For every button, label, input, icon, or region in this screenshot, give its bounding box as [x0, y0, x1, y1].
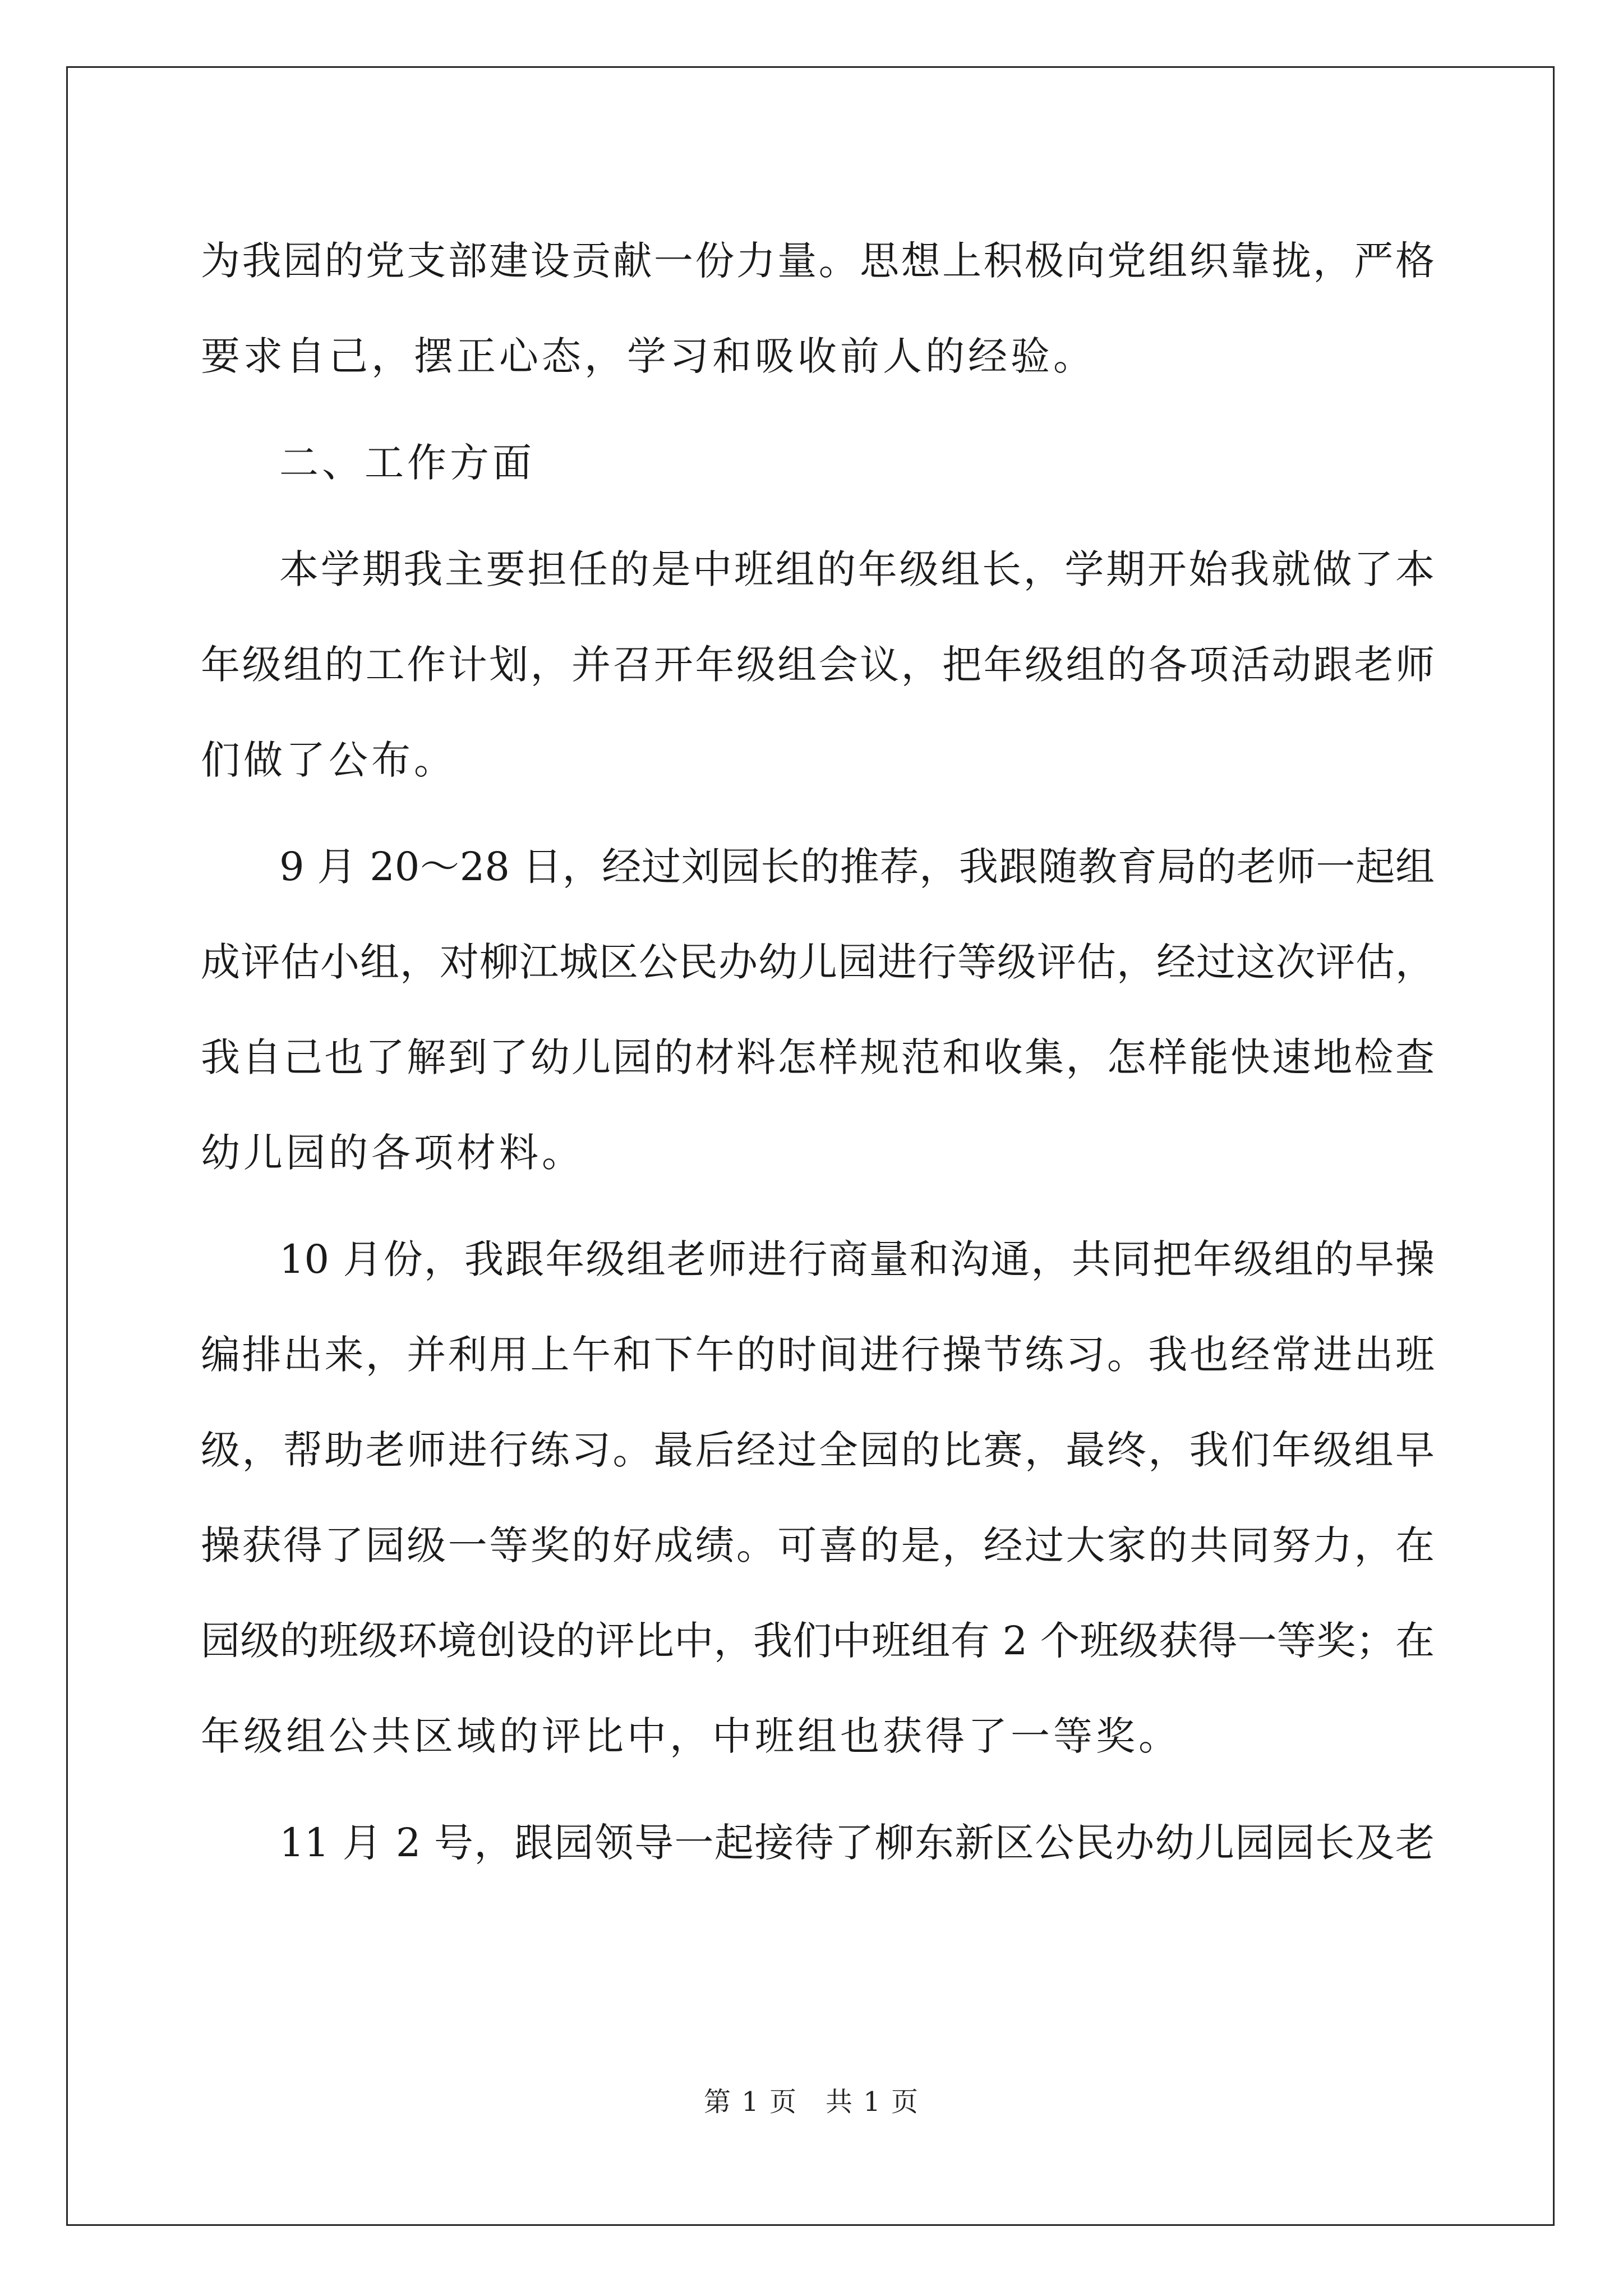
- paragraph-line: 年级组的工作计划，并召开年级组会议，把年级组的各项活动跟老师: [201, 642, 1435, 688]
- paragraph-line: 年级组公共区域的评比中，中班组也获得了一等奖。: [201, 1713, 1181, 1759]
- paragraph-line: 要求自己，摆正心态，学习和吸收前人的经验。: [201, 333, 1096, 379]
- paragraph-line: 编排出来，并利用上午和下午的时间进行操节练习。我也经常进出班: [201, 1332, 1435, 1378]
- paragraph-line: 10 月份，我跟年级组老师进行商量和沟通，共同把年级组的早操: [279, 1236, 1435, 1282]
- paragraph-line: 9 月 20～28 日，经过刘园长的推荐，我跟随教育局的老师一起组: [279, 844, 1435, 890]
- paragraph-line: 幼儿园的各项材料。: [201, 1130, 584, 1176]
- paragraph-line: 们做了公布。: [201, 737, 457, 783]
- page-number-footer: 第 1 页 共 1 页: [703, 2086, 920, 2118]
- document-body: [201, 213, 1435, 1890]
- paragraph-line: 级，帮助老师进行练习。最后经过全园的比赛，最终，我们年级组早: [201, 1427, 1435, 1473]
- paragraph-line: 园级的班级环境创设的评比中，我们中班组有 2 个班级获得一等奖；在: [201, 1618, 1435, 1664]
- paragraph-line: 为我园的党支部建设贡献一份力量。思想上积极向党组织靠拢，严格: [201, 238, 1435, 284]
- paragraph-line: 11 月 2 号，跟园领导一起接待了柳东新区公民办幼儿园园长及老: [279, 1820, 1435, 1866]
- paragraph-line: 操获得了园级一等奖的好成绩。可喜的是，经过大家的共同努力，在: [201, 1522, 1435, 1568]
- paragraph-line: 成评估小组，对柳江城区公民办幼儿园进行等级评估，经过这次评估，: [201, 939, 1435, 985]
- paragraph-line: 本学期我主要担任的是中班组的年级组长，学期开始我就做了本: [279, 546, 1435, 592]
- paragraph-line: 我自己也了解到了幼儿园的材料怎样规范和收集，怎样能快速地检查: [201, 1034, 1435, 1080]
- section-heading: 二、工作方面: [279, 440, 535, 486]
